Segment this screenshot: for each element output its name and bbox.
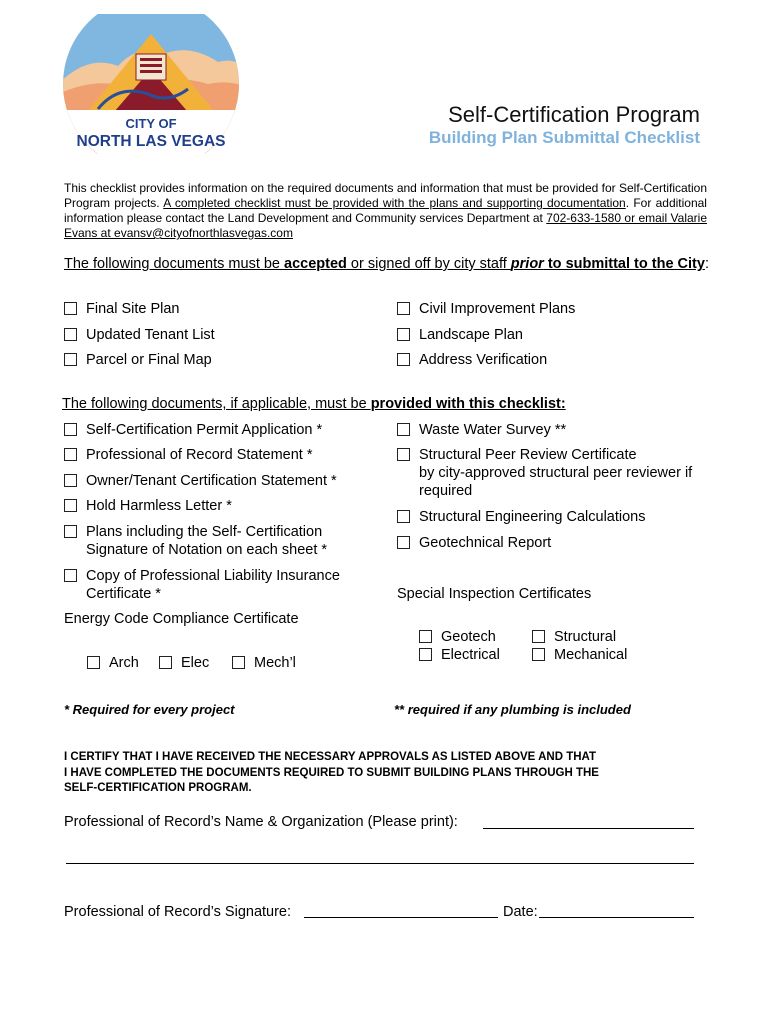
checkbox[interactable] <box>397 353 410 366</box>
note-required: * Required for every project <box>64 702 235 717</box>
checklist-item-civil-improvement[interactable]: Civil Improvement Plans <box>397 300 575 318</box>
date-label: Date: <box>503 904 538 920</box>
checklist-item-waste-water[interactable]: Waste Water Survey ** <box>397 421 566 439</box>
intro-text-1: This checklist provides information on the required documents and information that must be provided for Self-Certification Program projects. <box>64 181 707 210</box>
certification-statement <box>64 750 704 797</box>
checkbox[interactable] <box>64 569 77 582</box>
checklist-item-structural-calcs[interactable]: Structural Engineering Calculations <box>397 508 646 526</box>
s1-h4: prior <box>510 256 544 272</box>
section1-heading <box>64 256 709 273</box>
intro-text-2: A completed checklist must be provided with the plans and supporting documentation <box>163 196 626 210</box>
name-field-line2[interactable] <box>66 863 694 864</box>
checklist-item-address-verification[interactable]: Address Verification <box>397 351 547 369</box>
energy-option-mech[interactable]: Mech’l <box>232 654 296 672</box>
city-logo <box>58 14 244 154</box>
checklist-item-liability-insurance[interactable]: Copy of Professional Liability Insurance <box>64 567 340 585</box>
checklist-item-peer-review[interactable]: Structural Peer Review Certificate <box>397 446 637 464</box>
checkbox[interactable] <box>532 630 545 643</box>
checkbox[interactable] <box>397 302 410 315</box>
intro-paragraph <box>64 181 707 241</box>
checklist-item-geotechnical[interactable]: Geotechnical Report <box>397 534 551 552</box>
energy-option-arch[interactable]: Arch <box>87 654 139 672</box>
checkbox[interactable] <box>159 656 172 669</box>
s1-h2: accepted <box>284 256 347 272</box>
intro-text-3: . For additional information please contact the Land Development and Community services Department at <box>64 196 707 225</box>
name-label: Professional of Record’s Name & Organization (Please print): <box>64 814 458 830</box>
special-option-structural[interactable]: Structural <box>532 628 616 646</box>
checkbox[interactable] <box>64 353 77 366</box>
checkbox[interactable] <box>419 648 432 661</box>
checklist-item-liability-insurance-cont: Certificate * <box>86 586 161 602</box>
special-option-electrical[interactable]: Electrical <box>419 646 500 664</box>
date-field[interactable] <box>539 917 694 918</box>
checklist-item-hold-harmless[interactable]: Hold Harmless Letter * <box>64 497 232 515</box>
checklist-item-parcel-map[interactable]: Parcel or Final Map <box>64 351 212 369</box>
s2-h2: provided with this checklist: <box>370 396 566 412</box>
s1-h1: The following documents must be <box>64 256 285 272</box>
checklist-item-peer-review-cont1: by city-approved structural peer reviewer if <box>419 465 693 481</box>
checkbox[interactable] <box>397 328 410 341</box>
checklist-item-professional-statement[interactable]: Professional of Record Statement * <box>64 446 312 464</box>
s2-h1: The following documents, if applicable, must be <box>62 396 371 412</box>
checkbox[interactable] <box>397 448 410 461</box>
checkbox[interactable] <box>64 499 77 512</box>
checklist-item-plans-self-cert[interactable]: Plans including the Self- Certification <box>64 523 322 541</box>
checklist-item-owner-tenant-statement[interactable]: Owner/Tenant Certification Statement * <box>64 472 337 490</box>
special-option-mechanical[interactable]: Mechanical <box>532 646 627 664</box>
checklist-item-plans-self-cert-cont: Signature of Notation on each sheet * <box>86 542 328 558</box>
checklist-item-peer-review-cont2: required <box>419 483 473 499</box>
checkbox[interactable] <box>64 423 77 436</box>
checkbox[interactable] <box>64 328 77 341</box>
checkbox[interactable] <box>419 630 432 643</box>
certify-line3: SELF-CERTIFICATION PROGRAM. <box>64 782 252 794</box>
checklist-item-final-site-plan[interactable]: Final Site Plan <box>64 300 180 318</box>
checkbox[interactable] <box>87 656 100 669</box>
intro-contact: 702-633-1580 or email Valarie Evans at evansv@cityofnorthlasvegas.com <box>64 211 707 240</box>
s1-h6: : <box>704 256 709 272</box>
special-inspection-label: Special Inspection Certificates <box>397 586 592 602</box>
checkbox[interactable] <box>532 648 545 661</box>
signature-field[interactable] <box>304 917 498 918</box>
special-option-geotech[interactable]: Geotech <box>419 628 496 646</box>
section2-heading <box>62 396 707 413</box>
page-subtitle: Building Plan Submittal Checklist <box>428 128 700 147</box>
checkbox[interactable] <box>64 448 77 461</box>
checkbox[interactable] <box>397 536 410 549</box>
name-field[interactable] <box>483 828 694 829</box>
checkbox[interactable] <box>397 423 410 436</box>
s1-h5: to submittal to the City <box>543 256 705 272</box>
certify-line1: I CERTIFY THAT I HAVE RECEIVED THE NECESSARY APPROVALS AS LISTED ABOVE AND THAT <box>64 751 597 763</box>
checkbox[interactable] <box>232 656 245 669</box>
checkbox[interactable] <box>64 302 77 315</box>
page-title: Self-Certification Program <box>448 102 700 127</box>
certify-line2: I HAVE COMPLETED THE DOCUMENTS REQUIRED TO SUBMIT BUILDING PLANS THROUGH THE <box>64 766 599 779</box>
logo-line1: CITY OF <box>125 116 177 131</box>
checkbox[interactable] <box>397 510 410 523</box>
checkbox[interactable] <box>64 474 77 487</box>
energy-code-label: Energy Code Compliance Certificate <box>64 611 299 627</box>
checklist-item-updated-tenant-list[interactable]: Updated Tenant List <box>64 326 215 344</box>
energy-option-elec[interactable]: Elec <box>159 654 209 672</box>
note-plumbing: ** required if any plumbing is included <box>394 702 631 717</box>
checkbox[interactable] <box>64 525 77 538</box>
s1-h3: or signed off by city staff <box>346 256 511 272</box>
logo-line2: NORTH LAS VEGAS <box>76 133 226 150</box>
checklist-item-landscape-plan[interactable]: Landscape Plan <box>397 326 523 344</box>
checklist-item-permit-application[interactable]: Self-Certification Permit Application * <box>64 421 322 439</box>
signature-label: Professional of Record’s Signature: <box>64 904 292 920</box>
